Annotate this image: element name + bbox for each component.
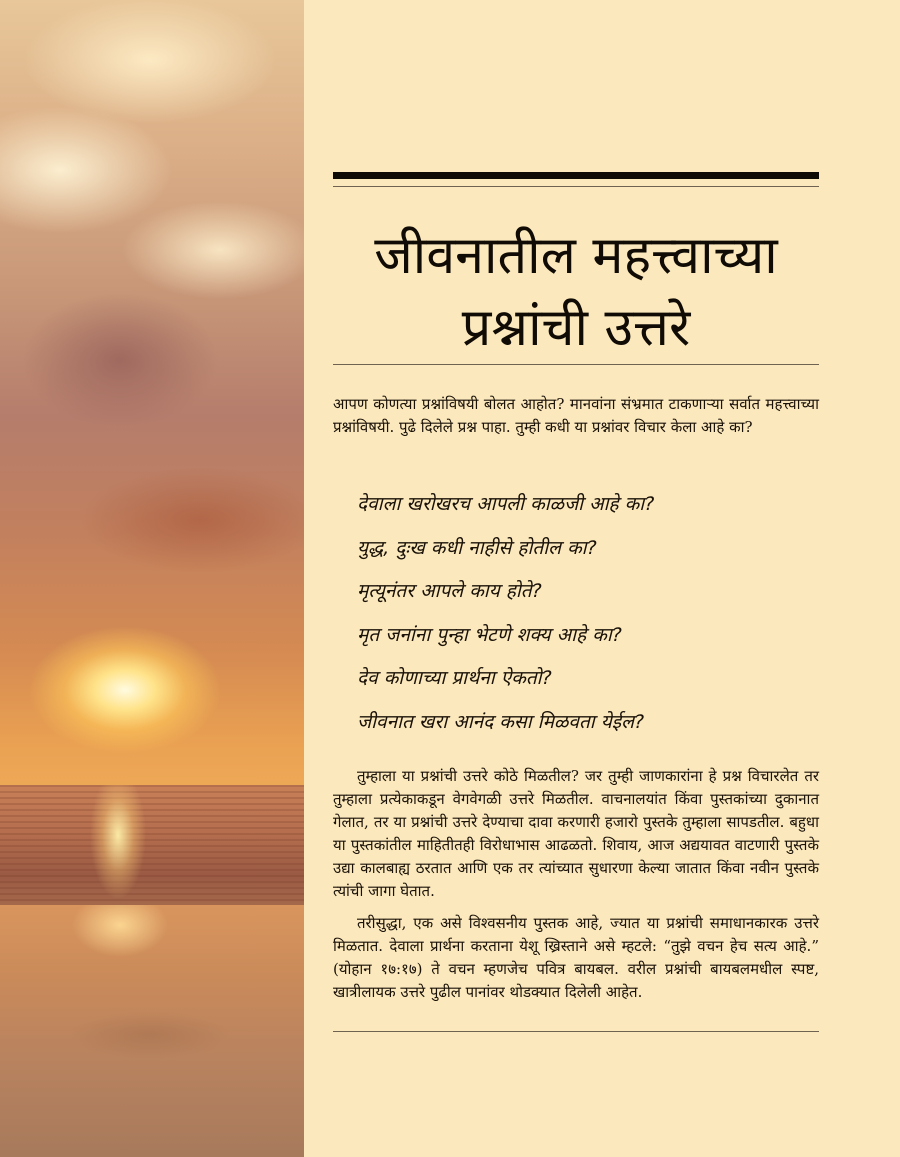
- intro-paragraph: आपण कोणत्या प्रश्नांविषयी बोलत आहोत? मानवांना संभ्रमात टाकणाऱ्या सर्वात महत्त्वाच्या प्रश्नांविषयी. पुढे दिलेले प्रश्न पाहा. तुम्ही कधी या प्रश्नांवर विचार केला आहे का?: [333, 395, 819, 436]
- title-bottom-rule: [333, 364, 819, 365]
- sand-area: [0, 905, 304, 1157]
- title-line-1: जीवनातील महत्त्वाच्या: [374, 226, 778, 286]
- page-title: [333, 220, 819, 364]
- question-item: देव कोणाच्या प्रार्थना ऐकतो?: [357, 667, 552, 690]
- sunset-beach-photo: [0, 0, 304, 1157]
- top-thick-rule: [333, 172, 819, 179]
- question-list: [357, 489, 819, 751]
- body-paragraph-1: तुम्हाला या प्रश्नांची उत्तरे कोठे मिळतील? जर तुम्ही जाणकारांना हे प्रश्न विचारलेत तर तुम्हाला प्रत्येकाकडून वेगवेगळी उत्तरे मिळतील. वाचनालयांत किंवा पुस्तकांच्या दुकानात गेलात, तर या प्रश्नांची उत्तरे देण्याचा दावा करणारी हजारो पुस्तके तुम्हाला सापडतील. बहुधा या पुस्तकांतील माहितीतही विरोधाभास आढळतो. शिवाय, आज अद्ययावत वाटणारी पुस्तके उद्या कालबाह्य ठरतात आणि एक तर त्यांच्यात सुधारणा केल्या जातात किंवा नवीन पुस्तके त्यांची जागा घेतात.: [333, 767, 819, 900]
- body-paragraph-2: तरीसुद्धा, एक असे विश्वसनीय पुस्तक आहे, ज्यात या प्रश्नांची समाधानकारक उत्तरे मिळतात. देवाला प्रार्थना करताना येशू ख्रिस्ताने असे म्हटले: “तुझे वचन हेच सत्य आहे.” (योहान १७:१७) ते वचन म्हणजेच पवित्र बायबल. वरील प्रश्नांची बायबलमधील स्पष्ट, खात्रीलायक उत्तरे पुढील पानांवर थोडक्यात दिलेली आहेत.: [333, 914, 819, 1001]
- title-line-2: प्रश्नांची उत्तरे: [461, 298, 691, 358]
- question-item: युद्ध, दुःख कधी नाहीसे होतील का?: [357, 536, 597, 559]
- sea-area: [0, 785, 304, 905]
- top-thin-rule: [333, 186, 819, 187]
- question-item: देवाला खरोखरच आपली काळजी आहे का?: [357, 493, 655, 515]
- question-item: मृत्यूनंतर आपले काय होते?: [357, 580, 542, 603]
- question-item: मृत जनांना पुन्हा भेटणे शक्य आहे का?: [357, 623, 622, 646]
- bottom-rule: [333, 1031, 819, 1032]
- question-item: जीवनात खरा आनंद कसा मिळवता येईल?: [357, 710, 645, 733]
